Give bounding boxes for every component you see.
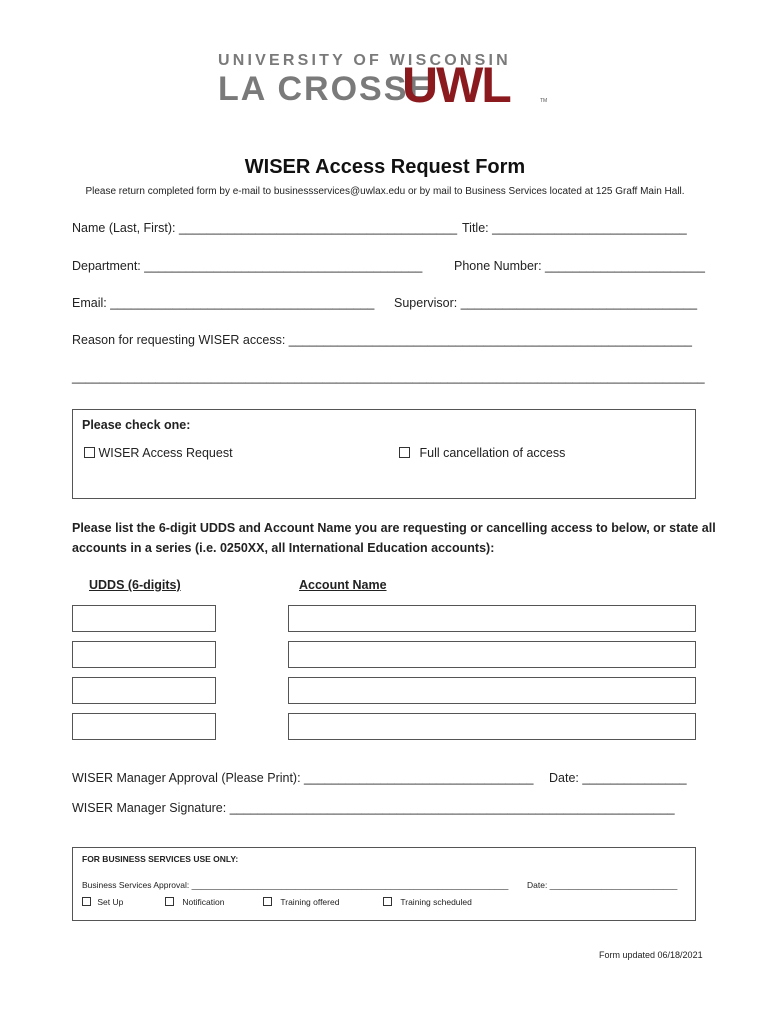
- option-access-request-label: WISER Access Request: [98, 446, 233, 460]
- option-training-scheduled-label: Training scheduled: [400, 897, 472, 907]
- business-services-heading: FOR BUSINESS SERVICES USE ONLY:: [82, 854, 239, 864]
- logo-university-line: UNIVERSITY OF WISCONSIN: [218, 52, 511, 69]
- manager-signature-field[interactable]: WISER Manager Signature: ________________________________________________________________: [72, 801, 675, 815]
- checkbox-icon[interactable]: [399, 447, 410, 458]
- udds-instructions-line2: accounts in a series (i.e. 0250XX, all International Education accounts):: [72, 541, 495, 555]
- account-input-4[interactable]: [288, 713, 696, 740]
- title-field[interactable]: Title: ____________________________: [462, 221, 687, 235]
- account-input-1[interactable]: [288, 605, 696, 632]
- business-services-date-field[interactable]: Date: ___________________________: [527, 880, 678, 890]
- business-services-approval-field[interactable]: Business Services Approval: ___________________________________________________________________: [82, 880, 509, 890]
- option-access-request[interactable]: [84, 446, 233, 460]
- checkbox-icon[interactable]: [165, 897, 174, 906]
- reason-field[interactable]: Reason for requesting WISER access: __________________________________________________________: [72, 333, 692, 347]
- option-notification[interactable]: [165, 897, 224, 907]
- account-column-header: Account Name: [299, 578, 387, 592]
- option-full-cancellation-label: Full cancellation of access: [419, 446, 566, 460]
- option-full-cancellation[interactable]: [399, 446, 565, 460]
- option-training-scheduled[interactable]: [383, 897, 472, 907]
- udds-input-1[interactable]: [72, 605, 216, 632]
- option-set-up[interactable]: [82, 897, 123, 907]
- email-field[interactable]: Email: ______________________________________: [72, 296, 375, 310]
- udds-instructions-line1: Please list the 6-digit UDDS and Account Name you are requesting or cancelling access to below, or state all: [72, 521, 716, 535]
- approval-date-field[interactable]: Date: _______________: [549, 771, 687, 785]
- checkbox-icon[interactable]: [263, 897, 272, 906]
- form-updated-note: Form updated 06/18/2021: [599, 950, 703, 960]
- account-input-2[interactable]: [288, 641, 696, 668]
- check-one-heading: Please check one:: [82, 418, 191, 432]
- logo-mark-text: UWL: [402, 58, 510, 104]
- udds-input-2[interactable]: [72, 641, 216, 668]
- udds-input-3[interactable]: [72, 677, 216, 704]
- option-set-up-label: Set Up: [97, 897, 124, 907]
- page-title: WISER Access Request Form: [244, 156, 526, 178]
- udds-input-4[interactable]: [72, 713, 216, 740]
- udds-column-header: UDDS (6-digits): [89, 578, 181, 592]
- uwl-eagle-logo-icon: [402, 58, 550, 104]
- instructions: Please return completed form by e-mail to businessservices@uwlax.edu or by mail to Business Services located at 125 Graff Main Hall.: [85, 186, 685, 197]
- logo-campus-line: LA CROSSE: [218, 70, 434, 108]
- option-notification-label: Notification: [182, 897, 225, 907]
- supervisor-field[interactable]: Supervisor: __________________________________: [394, 296, 698, 310]
- department-field[interactable]: Department: ________________________________________: [72, 259, 423, 273]
- account-input-3[interactable]: [288, 677, 696, 704]
- checkbox-icon[interactable]: [383, 897, 392, 906]
- name-field[interactable]: Name (Last, First): ________________________________________: [72, 221, 458, 235]
- manager-approval-field[interactable]: WISER Manager Approval (Please Print): _________________________________: [72, 771, 534, 785]
- phone-field[interactable]: Phone Number: _______________________: [454, 259, 705, 273]
- option-training-offered-label: Training offered: [280, 897, 340, 907]
- option-training-offered[interactable]: [263, 897, 339, 907]
- checkbox-icon[interactable]: [84, 447, 95, 458]
- checkbox-icon[interactable]: [82, 897, 91, 906]
- reason-continued-field[interactable]: ___________________________________________________________________________________________: [72, 370, 705, 384]
- logo-tm: TM: [540, 98, 548, 104]
